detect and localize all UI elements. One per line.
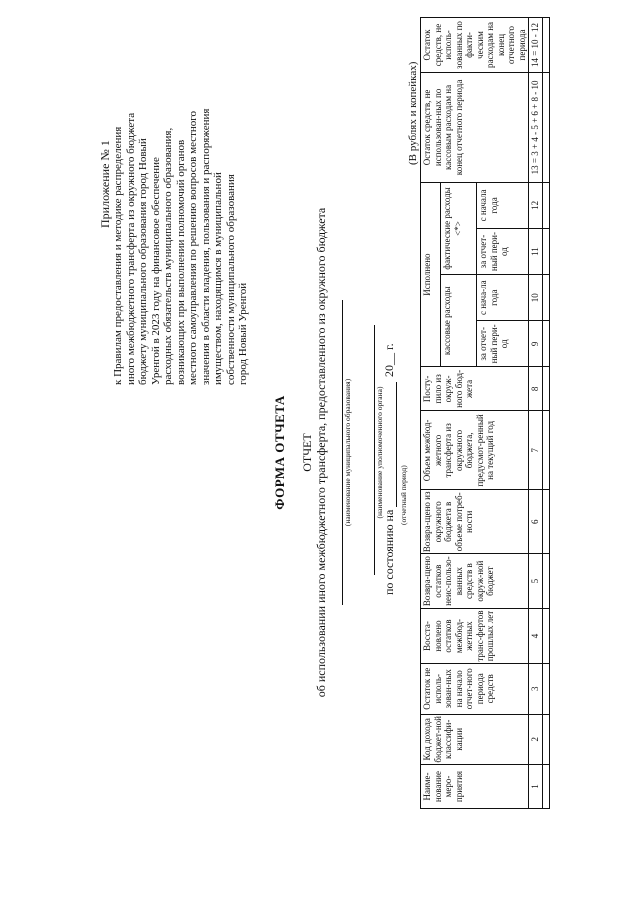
appendix-line: значения в области владения, пользования и распоряжения xyxy=(199,108,212,385)
appendix-line: возникающих при выполнении полномочий органов xyxy=(174,139,187,385)
form-title: ФОРМА ОТЧЕТА xyxy=(272,395,287,510)
report-table xyxy=(420,17,550,809)
header-opening-balance: Остаток не исполь-зован-ных на начало отчет-ного периода средств xyxy=(421,664,529,715)
header-actual-ytd: с начала года xyxy=(477,182,529,228)
column-number: 4 xyxy=(529,609,543,664)
appendix-line: собственности муниципального образования xyxy=(224,174,237,385)
appendix-line: имуществом, находящимся в муниципальной xyxy=(212,172,224,385)
appendix-line: к Правилам предоставления и методике распределения xyxy=(112,126,124,385)
appendix-title: Приложение № 1 xyxy=(98,140,112,228)
column-number: 12 xyxy=(529,182,543,228)
header-activity-name: Наиме-нование меро-приятия xyxy=(421,765,529,809)
as-of-label: по состоянию на xyxy=(382,509,396,595)
column-number: 13 = 3 + 4 - 5 + 6 + 8 - 10 xyxy=(529,72,543,182)
column-number: 1 xyxy=(529,765,543,809)
authority-caption: (наименование уполномоченного органа) xyxy=(375,386,384,519)
column-number: 9 xyxy=(529,321,543,367)
header-executed: Исполнено xyxy=(421,182,441,367)
report-subtitle: об использовании иного межбюджетного трансферта, предоставленного из окружного бюджета xyxy=(314,207,328,698)
column-number: 2 xyxy=(529,714,543,765)
header-cash-expenses: кассовые расходы xyxy=(441,275,477,367)
column-number: 6 xyxy=(529,490,543,554)
period-line xyxy=(396,382,397,507)
header-returned-from-budget: Возвра-щено из окружного бюджета в объеме потреб-ности xyxy=(421,490,529,554)
header-cash-remaining: Остаток средств, не использован-ных по кассовым расходам на конец отчетного периода xyxy=(421,72,529,182)
column-number: 5 xyxy=(529,554,543,609)
header-cash-period: за отчет-ный пери-од xyxy=(477,321,529,367)
appendix-line: Уренгой в 2023 году на финансовое обеспечение xyxy=(149,157,162,385)
column-number: 10 xyxy=(529,275,543,321)
header-actual-remaining: Остаток средств, не исполь-зованных по факти-ческим расходам на конец отчетного периода xyxy=(421,18,529,73)
appendix-line: иного межбюджетного трансферта из окружного бюджета xyxy=(124,112,137,385)
header-received: Посту-пило из окруж-ного бюд-жета xyxy=(421,367,529,411)
appendix-line: город Новый Уренгой xyxy=(237,282,249,385)
units-note: (В рублях и копейках) xyxy=(407,61,419,165)
header-cash-ytd: с нача-ла года xyxy=(477,275,529,321)
header-transfer-volume: Объем межбюд-жетного трансферта из окружного бюджета, предусмот-ренный на текущий год xyxy=(421,411,529,490)
column-number: 11 xyxy=(529,228,543,274)
column-number: 14 = 10 - 12 xyxy=(529,18,543,73)
header-actual-period: за отчет-ный пери-од xyxy=(477,228,529,274)
header-income-code: Код дохода бюджет-ной классифи-кации xyxy=(421,714,529,765)
period-year: 20__ г. xyxy=(382,343,396,377)
table-row xyxy=(542,18,549,809)
header-restored-balances: Восста-новлено остатков межбюд-жетных транс-фертов прошлых лет xyxy=(421,609,529,664)
appendix-line: местного самоуправления по решению вопросов местного xyxy=(187,110,199,385)
header-actual-expenses: фактические расходы <*> xyxy=(441,182,477,274)
header-returned-unused: Возвра-щено остатков неис-пользо-ванных средств в окруж-ной бюджет xyxy=(421,554,529,609)
appendix-text xyxy=(112,15,250,385)
column-number: 7 xyxy=(529,411,543,490)
period-caption: (отчетный период) xyxy=(399,465,408,525)
municipality-caption: (наименование муниципального образования) xyxy=(343,378,352,527)
report-title: ОТЧЕТ xyxy=(300,433,314,472)
appendix-line: бюджету муниципального образования город Новый xyxy=(137,138,149,385)
appendix-line: расходных обязательств муниципального образования, xyxy=(162,127,174,385)
column-number: 3 xyxy=(529,664,543,715)
column-number: 8 xyxy=(529,367,543,411)
